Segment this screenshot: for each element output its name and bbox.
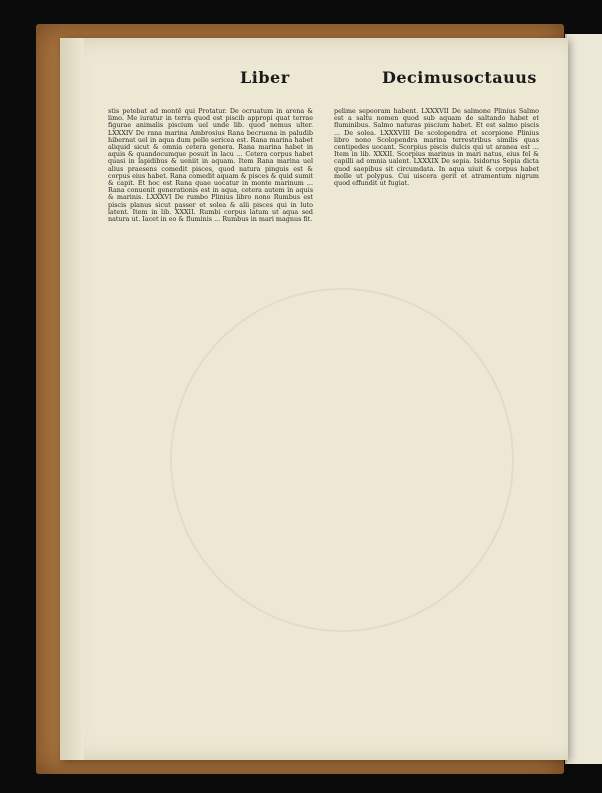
text-column-left: stis petebat ad montē qui Protatur. De ocruatum in arena & limo. Me iuratur in terra quod est piscib appropi quat terrae figurae animalis piscium uel unde lib. quod nemus ulter. LXXXIV De rana marina Ambrosius Rana becruena in paludib hibernat uel in aqua dum pelle sericea est. Rana marina habet aliquid sicut & omnia cetera genera. Rana marina habet in aquis & quandocumque posuit in lacu ... Cetera corpus habet quasi in lapidibus & ueniit in aquam. Item Rana marina uel alius praesens comedit pisces, quod natura pinguis est & corpus eius habet. Rana comedit aquam & pisces & quid sumit & capit. Et hoc est Rana quae uocatur in monte marinum ... Rana conuenit generationis est in aqua, cetera autem in aquis & marinis. LXXXVI De rumbo Plinius libro nono Rumbus est piscis planus sicut passer et solea & alii pisces qui in luto latent. Item in lib. XXXII. Rumbi corpus latum ut aqua sed natura ut. Iacet in eo & fluminis ... Rumbus in mari magnus fit. [108,107,316,224]
book-page [60,38,568,760]
running-header-right: Decimusoctauus [382,68,537,87]
page-gutter [60,38,84,760]
facing-page-edge [565,34,602,764]
text-column-right: pelime sepeoram habent. LXXXVII De salmone Plinius Salmo est a saltu nomen quod sub aquam de saltando habet et fluminibus. Salmo naturas piscium habet. Et est salmo piscis ... De solea. LXXXVIII De scolopendra et scorpione Plinius libro nono Scolopendra marina terrestribus similis quas centipedes uocant. Scorpius piscis dulcis qui ut aranea est ... Item in lib. XXXII. Scorpius marinus in mari natus, eius fel & capilli ad omnia ualent. LXXXIX De sepia. Isidorus Sepia dicta quod saepibus sit circumdata. In aqua uiuit & corpus habet molle ut polypus. Cui uiscera gerit et atramentum nigrum quod effundit ut fugiat. [334,107,542,188]
running-header-left: Liber [240,68,290,87]
